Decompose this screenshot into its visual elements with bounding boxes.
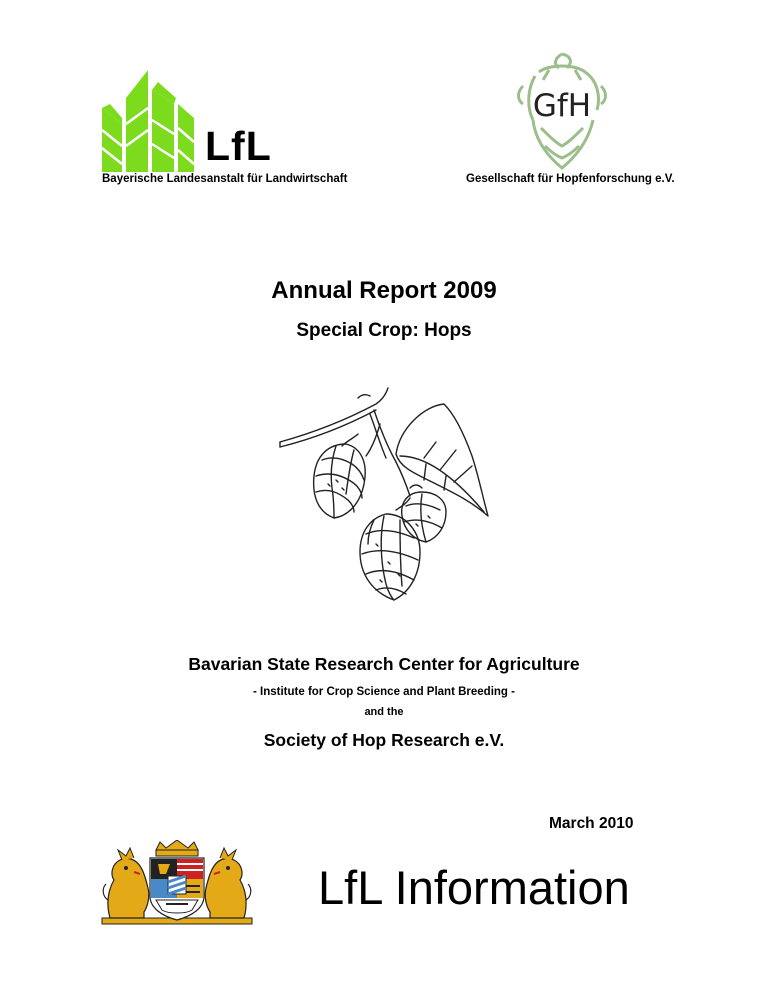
hop-cone-drawing-icon xyxy=(276,384,494,608)
institute-name: - Institute for Crop Science and Plant Breeding - xyxy=(253,686,515,698)
society-name: Society of Hop Research e.V. xyxy=(263,730,505,750)
gfh-subtitle: Gesellschaft für Hopfenforschung e.V. xyxy=(466,173,675,185)
report-subtitle: Special Crop: Hops xyxy=(296,320,472,341)
conjunction-text: and the xyxy=(364,706,404,718)
publication-date: March 2010 xyxy=(549,815,634,832)
lfl-subtitle: Bayerische Landesanstalt für Landwirtschaft xyxy=(102,173,348,185)
bavarian-coat-of-arms-icon xyxy=(100,840,254,926)
gfh-logo-icon xyxy=(505,50,619,172)
lfl-logo-mark-icon xyxy=(100,68,196,172)
report-title: Annual Report 2009 xyxy=(271,277,497,304)
institution-name: Bavarian State Research Center for Agriculture xyxy=(188,654,580,674)
gfh-logo-text: GfH xyxy=(532,88,592,124)
series-title: LfL Information xyxy=(318,861,630,914)
lfl-logo-text: LfL xyxy=(205,123,272,169)
